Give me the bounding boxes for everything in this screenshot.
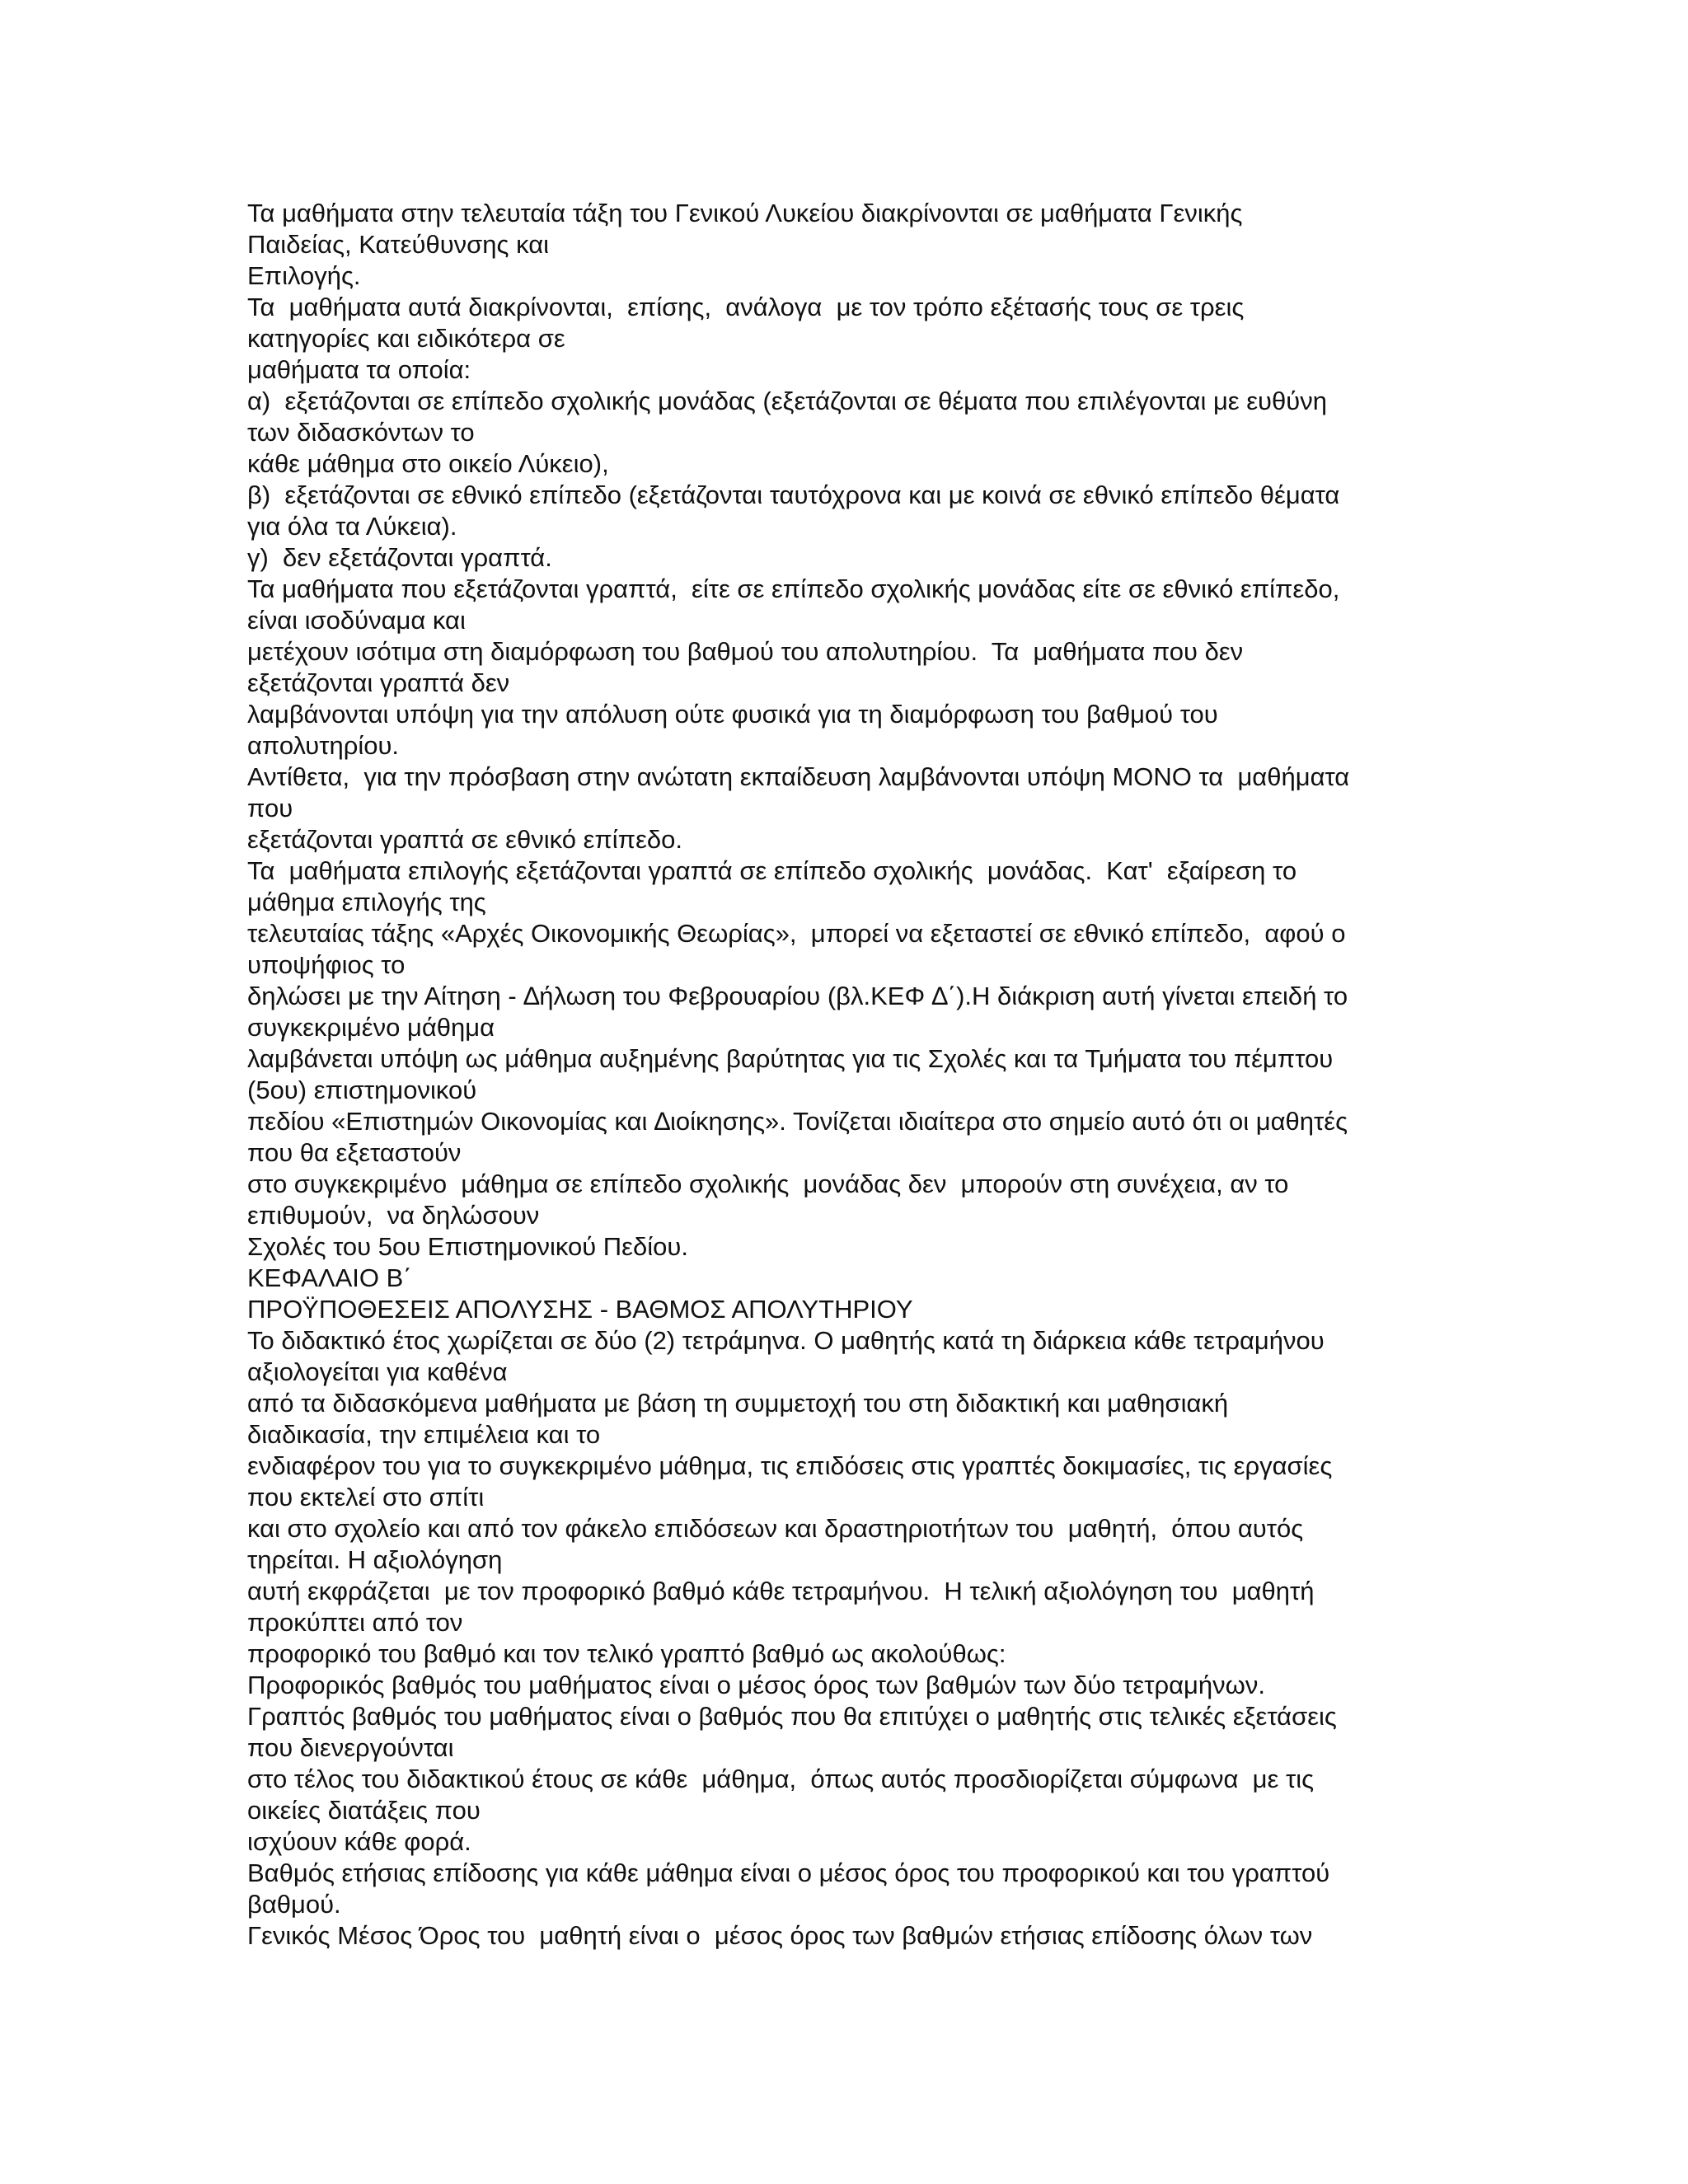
text-line: διαδικασία, την επιμέλεια και το	[247, 1420, 601, 1449]
text-line: μάθημα επιλογής της	[247, 888, 486, 916]
text-line: Σχολές του 5ου Επιστημονικού Πεδίου.	[247, 1232, 688, 1261]
text-line: αξιολογείται για καθένα	[247, 1357, 508, 1386]
text-line: Γραπτός βαθμός του μαθήματος είναι ο βαθμός που θα επιτύχει ο μαθητής στις τελικές εξετάσεις	[247, 1702, 1337, 1731]
text-line: που	[247, 794, 293, 823]
text-line: δηλώσει με την Αίτηση - ∆ήλωση του Φεβρουαρίου (βλ.ΚΕΦ ∆΄).Η διάκριση αυτή γίνεται επειδή το	[247, 982, 1348, 1010]
text-line: είναι ισοδύναμα και	[247, 606, 466, 635]
text-line: οικείες διατάξεις που	[247, 1796, 481, 1825]
text-line: επιθυμούν, να δηλώσουν	[247, 1201, 540, 1230]
text-line: λαμβάνονται υπόψη για την απόλυση ούτε φυσικά για τη διαμόρφωση του βαθμού του	[247, 700, 1218, 729]
text-line: των διδασκόντων το	[247, 418, 475, 447]
text-line: Αντίθετα, για την πρόσβαση στην ανώτατη εκπαίδευση λαμβάνονται υπόψη ΜΟΝΟ τα μαθήματα	[247, 762, 1350, 791]
text-line: αυτή εκφράζεται με τον προφορικό βαθμό κάθε τετραμήνου. Η τελική αξιολόγηση του μαθητή	[247, 1577, 1315, 1605]
text-line: β) εξετάζονται σε εθνικό επίπεδο (εξετάζονται ταυτόχρονα και με κοινά σε εθνικό επίπεδο θέματα	[247, 480, 1340, 509]
text-line: ενδιαφέρον του για το συγκεκριμένο μάθημα, τις επιδόσεις στις γραπτές δοκιμασίες, τις εργασίες	[247, 1451, 1333, 1480]
text-line: κατηγορίες και ειδικότερα σε	[247, 324, 565, 353]
text-line: υποψήφιος το	[247, 950, 406, 979]
text-line: Γενικός Μέσος Όρος του μαθητή είναι ο μέσος όρος των βαθμών ετήσιας επίδοσης όλων των	[247, 1921, 1313, 1950]
text-line: τηρείται. Η αξιολόγηση	[247, 1545, 503, 1574]
text-line: λαμβάνεται υπόψη ως μάθημα αυξημένης βαρύτητας για τις Σχολές και τα Τμήματα του πέμπτου	[247, 1044, 1334, 1073]
text-line: Τα μαθήματα αυτά διακρίνονται, επίσης, ανάλογα με τον τρόπο εξέτασής τους σε τρεις	[247, 293, 1245, 321]
text-line: Βαθμός ετήσιας επίδοσης για κάθε μάθημα είναι ο μέσος όρος του προφορικού και του γραπτού	[247, 1858, 1330, 1887]
text-line: βαθμού.	[247, 1890, 341, 1919]
text-line: εξετάζονται γραπτά δεν	[247, 668, 510, 697]
text-line: Επιλογής.	[247, 261, 361, 290]
text-line: (5ου) επιστημονικού	[247, 1076, 477, 1104]
text-line: ΚΕΦΑΛΑΙΟ Β΄	[247, 1263, 412, 1292]
text-line: για όλα τα Λύκεια).	[247, 512, 457, 541]
text-line: Προφορικός βαθμός του μαθήματος είναι ο μέσος όρος των βαθμών των δύο τετραμήνων.	[247, 1671, 1265, 1699]
text-line: μαθήματα τα οποία:	[247, 355, 471, 384]
text-line: ισχύουν κάθε φορά.	[247, 1827, 471, 1856]
text-line: τελευταίας τάξης «Αρχές Οικονομικής Θεωρίας», μπορεί να εξεταστεί σε εθνικό επίπεδο, αφού ο	[247, 919, 1346, 948]
text-line: από τα διδασκόμενα μαθήματα με βάση τη συμμετοχή του στη διδακτική και μαθησιακή	[247, 1389, 1229, 1418]
text-line: α) εξετάζονται σε επίπεδο σχολικής μονάδας (εξετάζονται σε θέματα που επιλέγονται με ευθύνη	[247, 387, 1327, 415]
text-line: στο τέλος του διδακτικού έτους σε κάθε μάθημα, όπως αυτός προσδιορίζεται σύμφωνα με τις	[247, 1765, 1315, 1793]
text-line: Τα μαθήματα στην τελευταία τάξη του Γενικού Λυκείου διακρίνονται σε μαθήματα Γενικής	[247, 199, 1243, 227]
text-line: εξετάζονται γραπτά σε εθνικό επίπεδο.	[247, 825, 682, 854]
text-line: συγκεκριμένο μάθημα	[247, 1013, 495, 1042]
text-line: πεδίου «Επιστημών Οικονομίας και ∆ιοίκησης». Τονίζεται ιδιαίτερα στο σημείο αυτό ότι οι μαθητές	[247, 1107, 1348, 1136]
text-line: στο συγκεκριμένο μάθημα σε επίπεδο σχολικής μονάδας δεν μπορούν στη συνέχεια, αν το	[247, 1169, 1289, 1198]
text-line: ΠΡΟΫΠΟΘΕΣΕΙΣ ΑΠΟΛΥΣΗΣ - ΒΑΘΜΟΣ ΑΠΟΛΥΤΗΡΙΟΥ	[247, 1295, 913, 1324]
document-body-text	[247, 198, 1451, 1952]
text-line: γ) δεν εξετάζονται γραπτά.	[247, 543, 552, 572]
text-line: που εκτελεί στο σπίτι	[247, 1483, 485, 1511]
text-line: προφορικό του βαθμό και τον τελικό γραπτό βαθμό ως ακολούθως:	[247, 1639, 1006, 1668]
text-line: Τα μαθήματα επιλογής εξετάζονται γραπτά σε επίπεδο σχολικής μονάδας. Κατ' εξαίρεση το	[247, 856, 1297, 885]
text-line: Το διδακτικό έτος χωρίζεται σε δύο (2) τετράμηνα. Ο μαθητής κατά τη διάρκεια κάθε τετραμήνου	[247, 1326, 1325, 1355]
text-line: προκύπτει από τον	[247, 1608, 463, 1637]
text-line: απολυτηρίου.	[247, 731, 400, 760]
text-line: μετέχουν ισότιμα στη διαμόρφωση του βαθμού του απολυτηρίου. Τα μαθήματα που δεν	[247, 637, 1244, 666]
text-line: κάθε μάθημα στο οικείο Λύκειο),	[247, 449, 609, 478]
text-line: και στο σχολείο και από τον φάκελο επιδόσεων και δραστηριοτήτων του μαθητή, όπου αυτός	[247, 1514, 1304, 1543]
text-line: που θα εξεταστούν	[247, 1138, 462, 1167]
text-line: Τα μαθήματα που εξετάζονται γραπτά, είτε σε επίπεδο σχολικής μονάδας είτε σε εθνικό επίπεδο,	[247, 574, 1340, 603]
text-line: που διενεργούνται	[247, 1733, 454, 1762]
text-line: Παιδείας, Κατεύθυνσης και	[247, 230, 550, 259]
